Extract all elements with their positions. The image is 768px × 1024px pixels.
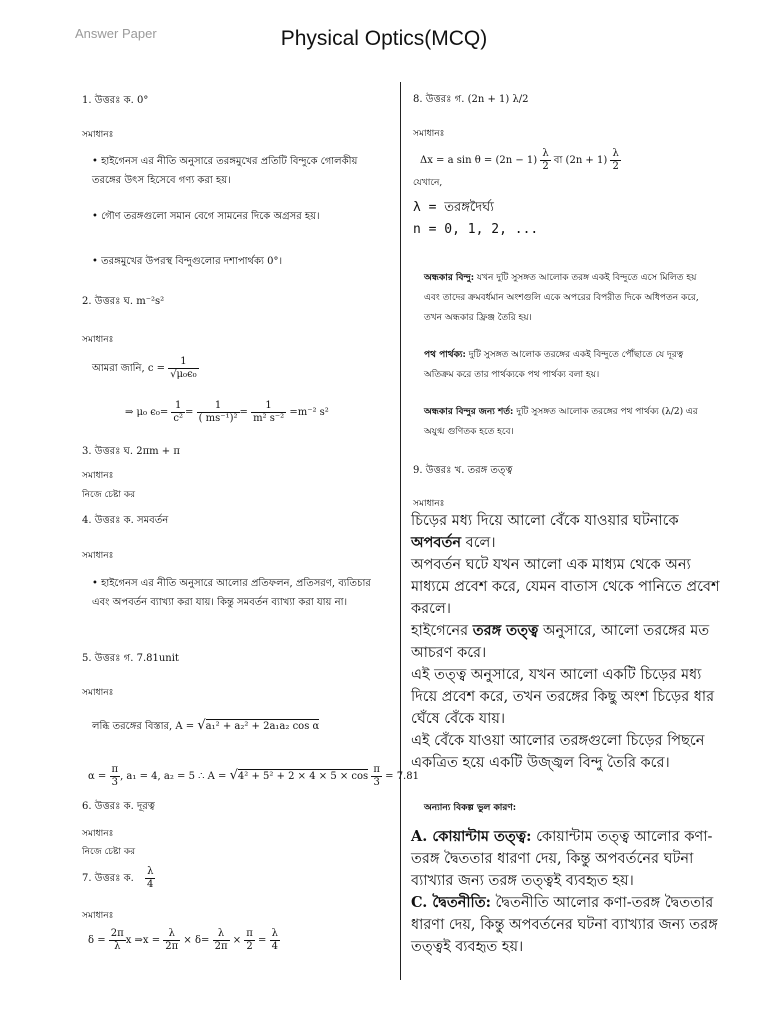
q7-x: x ⇒x = [125,935,161,946]
q2-frac-3-den: m² s⁻² [253,413,285,424]
column-divider [400,82,401,980]
q2-fraction [168,356,199,381]
q6-answer: 6. উত্তরঃ ক. দূরত্ব [82,801,155,812]
q7-2pi: 2π [110,928,124,939]
sqrt-icon: √ [229,768,238,783]
q5-equation-1 [92,718,319,736]
q7-frac-2 [163,928,180,953]
q7-frac-4 [244,928,255,953]
dark-condition-def [424,402,714,442]
q1-bullet-3: • তরঙ্গমুখের উপরস্থ বিন্দুগুলোর দশাপার্থক্য 0°। [92,256,283,267]
q2-frac-1-den: c² [173,413,184,424]
q5-eq2-pi: π [111,764,119,775]
q2-intro: আমরা জানি, c = [92,363,165,374]
q7-solution-label: সমাধানঃ [82,911,114,921]
q8-frac-1 [540,148,550,173]
sqrt-icon: √ [197,718,206,733]
q2-answer: 2. উত্তরঃ ঘ. m⁻²s² [82,296,165,307]
q5-eq2-3-2: 3 [373,777,380,788]
page-title: Physical Optics(MCQ) [280,27,488,50]
q5-eq1-root: a₁² + a₂² + 2a₁a₂ cos α [205,721,320,732]
q8-frac-1-num: λ [540,148,550,161]
q5-eq2-mid: , a₁ = 4, a₂ = 5 ∴ A = [120,771,227,782]
q7-c-num: π [246,928,253,939]
q7-ans-den: 4 [147,879,154,890]
q9-solution-label: সমাধানঃ [413,499,445,509]
option-c-reason [411,892,726,958]
q5-eq2-root: 4² + 5² + 2 × 4 × 5 × cos [237,771,369,782]
q5-answer: 5. উত্তরঃ গ. 7.81unit [82,653,179,664]
q7-a-den: 2π [165,941,179,952]
q4-answer: 4. উত্তরঃ ক. সমবর্তন [82,515,169,526]
dark-condition-text: দুটি সুসঙ্গত আলোক তরঙ্গের পথ পার্থক্য (λ/2) এর অযুগ্ম গুণিতক হতে হবে। [424,407,698,437]
q7-frac-1 [109,928,126,953]
answer-paper-label: Answer Paper [75,26,157,41]
q4-bullet-1: • হাইগেনস এর নীতি অনুসারে আলোর প্রতিফলন, প্রতিসরণ, ব্যতিচার এবং অপবর্তন ব্যাখ্যা করা যায়। কিন্তু সমবর্তন ব্যাখ্যা করা যায় না। [92,578,371,608]
q3-answer: 3. উত্তরঃ ঘ. 2πm + π [82,446,180,457]
q2-frac-3 [251,400,286,425]
q8-eq-b: বা (2n + 1) [553,155,608,166]
q2-frac-2 [197,400,240,425]
q7-b-num: λ [213,928,230,941]
dark-point-term: অন্ধকার বিন্দু: [424,273,475,283]
q9-p3a: হাইগেনের [411,623,469,639]
q6-text: নিজে চেষ্টা কর [82,847,136,857]
q8-answer: 8. উত্তরঃ গ. (2n + 1) λ/2 [413,94,529,105]
q9-p1b: অপবর্তন [411,534,462,551]
q8-solution-label: সমাধানঃ [413,129,445,139]
q2-solution-label: সমাধানঃ [82,335,114,345]
q5-eq2-3: 3 [111,777,118,788]
q8-frac-2 [610,148,620,173]
q1-solution-label: সমাধানঃ [82,130,114,140]
q5-eq2-frac-2 [371,764,382,789]
q8-frac-2-den: 2 [612,161,619,172]
q7-b-den: 2π [214,941,228,952]
q1-answer: 1. উত্তরঃ ক. 0° [82,95,149,106]
q5-eq1-label: লব্ধি তরঙ্গের বিস্তার, A = [92,721,195,732]
q8-equation [420,148,621,173]
dark-point-text: যখন দুটি সুসঙ্গত আলোক তরঙ্গ একই বিন্দুতে এসে মিলিত হয় এবং তাদের ক্রমবর্ধমান অংশগুলি একে অপরের বিপরীত দিকে অধিপতন করে, তখন অন্ধকার ফ্রিঞ্জ তৈরি হয়। [424,273,699,323]
q7-ans-num: λ [145,866,155,879]
q7-equation [88,928,280,953]
q9-p3b: তরঙ্গ তত্ত্ব [472,622,539,639]
q1-bullet-1: • হাইগেনস এর নীতি অনুসারে তরঙ্গমুখের প্রতিটি বিন্দুকে গোলকীয় তরঙ্গের উৎস হিসেবে গণ্য করা হয়। [92,156,358,186]
q9-para-4: এই তত্ত্ব অনুসারে, যখন আলো একটি চিড়ের মধ্য দিয়ে প্রবেশ করে, তখন তরঙ্গের কিছু অংশ চিড়ের ধার ঘেঁষে বেঁকে যায়। [411,667,715,727]
q8-frac-2-num: λ [610,148,620,161]
q7-d-num: λ [270,928,280,941]
dark-point-def [424,268,714,328]
q2-eq-rhs: =m⁻² s² [289,407,329,418]
q7-mid: × δ= [183,935,210,946]
q8-lambda-def: λ = তরঙ্গদৈর্ঘ্য [413,200,494,215]
q7-eq: = [258,935,267,946]
q5-eq2-end: = 7.81 [385,771,419,782]
q9-para-3 [411,620,726,664]
q4-solution-label: সমাধানঃ [82,551,114,561]
q7-frac-3 [213,928,230,953]
q2-equation-1 [92,356,199,381]
q2-frac-2-num: 1 [197,400,240,413]
other-options-heading: অন্যান্য বিকল্প ভুল কারণ: [424,803,517,813]
option-a-text: কোয়ান্টাম তত্ত্ব আলোর কণা-তরঙ্গ দ্বৈততার ধারণা দেয়, কিন্তু অপবর্তনের ঘটনা ব্যাখ্যার জন্য তরঙ্গ তত্ত্বই ব্যবহৃত হয়। [411,829,713,889]
q5-eq2-frac [110,764,121,789]
q2-eq-lhs: ⇒ μ₀ ϵ₀= [125,407,169,418]
q7-delta: δ = [88,935,106,946]
path-difference-def [424,345,714,385]
option-c-term: C. দ্বৈতনীতি: [411,894,491,911]
q9-para-1 [411,510,726,554]
q5-eq2-lhs: α = [88,771,107,782]
q7-times: × [232,935,242,946]
q9-explanation [411,510,726,774]
q7-frac-5 [270,928,280,953]
q8-eq-a: Δx = a sin θ = (2n − 1) [420,155,538,166]
q6-solution-label: সমাধানঃ [82,829,114,839]
q9-p1c: বলে। [465,535,496,551]
q7-ans-frac [145,866,155,891]
q9-p1a: চিড়ের মধ্য দিয়ে আলো বেঁকে যাওয়ার ঘটনাকে [411,513,679,529]
q3-text: নিজে চেষ্টা কর [82,490,136,500]
q7-d-den: 4 [271,941,278,952]
q7-a-num: λ [163,928,180,941]
q2-frac-2-den: ( ms⁻¹)² [198,413,238,424]
q7-lambda: λ [114,941,121,952]
q2-equation-2: ⇒ μ₀ ϵ₀= $\frac{1}{\text{c²}}$ = $\frac{1}{\text{( ms⁻¹)²}}$ = $\frac{1}{\text{m² s⁻²}}$ =m⁻² s² [125,400,329,424]
q2-frac-1-num: 1 [171,400,185,413]
q8-n-def: n = 0, 1, 2, ... [413,222,539,237]
q5-equation-2 [88,764,419,789]
q2-frac-1 [171,400,185,425]
q5-solution-label: সমাধানঃ [82,688,114,698]
q2-numerator: 1 [168,356,199,369]
q5-eq2-pi-2: π [373,764,380,775]
path-difference-text: দুটি সুসঙ্গত আলোক তরঙ্গের একই বিন্দুতে পৌঁছাতে যে দূরত্ব অতিক্রম করে তার পার্থক্যকে পথ পার্থক্য বলা হয়। [424,350,684,380]
q3-solution-label: সমাধানঃ [82,471,114,481]
q1-bullet-2: • গৌণ তরঙ্গগুলো সমান বেগে সামনের দিকে অগ্রসর হয়। [92,211,320,222]
q9-para-2: অপবর্তন ঘটে যখন আলো এক মাধ্যম থেকে অন্য মাধ্যমে প্রবেশ করে, যেমন বাতাস থেকে পানিতে প্রবেশ করলে। [411,557,720,617]
other-options [411,826,726,958]
q7-answer [82,866,155,891]
q9-para-5: এই বেঁকে যাওয়া আলোর তরঙ্গগুলো চিড়ের পিছনে একত্রিত হয়ে একটি উজ্জ্বল বিন্দু তৈরি করে। [411,733,705,771]
q9-answer: 9. উত্তরঃ খ. তরঙ্গ তত্ত্ব [413,465,513,476]
option-a-term: A. কোয়ান্টাম তত্ত্ব: [411,828,532,845]
option-a-reason [411,826,726,892]
dark-condition-term: অন্ধকার বিন্দুর জন্য শর্ত: [424,407,514,417]
q2-denominator: √μ₀ϵ₀ [170,369,197,380]
q9-p3c: অনুসারে, আলো তরঙ্গের মত আচরণ করে। [411,623,710,661]
q8-frac-1-den: 2 [542,161,549,172]
q8-where: যেখানে, [413,178,443,188]
q7-head: 7. উত্তরঃ ক. [82,873,134,884]
q7-c-den: 2 [246,941,253,952]
path-difference-term: পথ পার্থক্য: [424,350,466,360]
q2-frac-3-num: 1 [251,400,286,413]
option-c-text: দ্বৈতনীতি আলোর কণা-তরঙ্গ দ্বৈততার ধারণা দেয়, কিন্তু অপবর্তনের ঘটনা ব্যাখ্যার জন্য তরঙ্গ তত্ত্বই ব্যবহৃত হয়। [411,895,718,955]
